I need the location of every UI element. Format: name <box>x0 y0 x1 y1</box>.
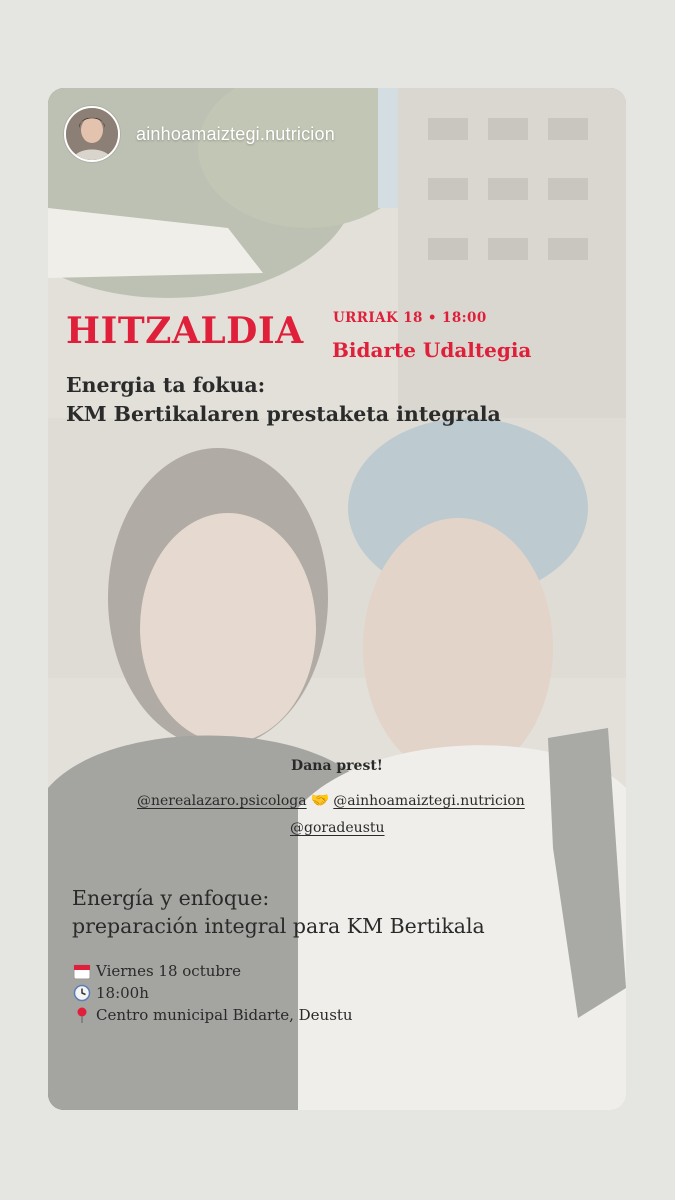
avatar[interactable] <box>64 106 120 162</box>
mention-goradeustu[interactable]: @goradeustu <box>290 820 385 836</box>
info-location-row <box>72 1004 353 1026</box>
spanish-title-line-2: preparación integral para KM Bertikala <box>72 914 485 938</box>
handshake-icon: 🤝 <box>310 791 330 809</box>
mention-ainhoamaiztegi[interactable]: @ainhoamaiztegi.nutricion <box>333 793 525 809</box>
info-time: 18:00h <box>96 984 149 1002</box>
clock-icon <box>72 983 92 1003</box>
poster-date-time: URRIAK 18 • 18:00 <box>333 310 487 326</box>
info-date-row <box>72 960 353 982</box>
story-card[interactable] <box>48 88 626 1110</box>
story-header <box>64 106 335 162</box>
poster-venue: Bidarte Udaltegia <box>332 338 532 362</box>
mentions-row <box>137 791 525 809</box>
avatar-image <box>66 108 118 160</box>
poster-subtitle-line-2: KM Bertikalaren prestaketa integrala <box>66 402 501 426</box>
event-info <box>72 960 353 1026</box>
pin-icon <box>72 1005 92 1025</box>
photo-overlay <box>48 88 626 1110</box>
info-location: Centro municipal Bidarte, Deustu <box>96 1006 353 1024</box>
poster-subtitle <box>66 371 501 429</box>
calendar-icon <box>72 961 92 981</box>
caption-title: Dana prest! <box>291 758 383 774</box>
username[interactable]: ainhoamaiztegi.nutricion <box>136 123 335 144</box>
poster-title: HITZALDIA <box>66 310 304 352</box>
mention-nerealazaro[interactable]: @nerealazaro.psicologa <box>137 793 307 809</box>
poster-subtitle-line-1: Energia ta fokua: <box>66 373 266 397</box>
spanish-title <box>72 884 485 940</box>
spanish-title-line-1: Energía y enfoque: <box>72 886 270 910</box>
info-date: Viernes 18 octubre <box>96 962 242 980</box>
info-time-row <box>72 982 353 1004</box>
